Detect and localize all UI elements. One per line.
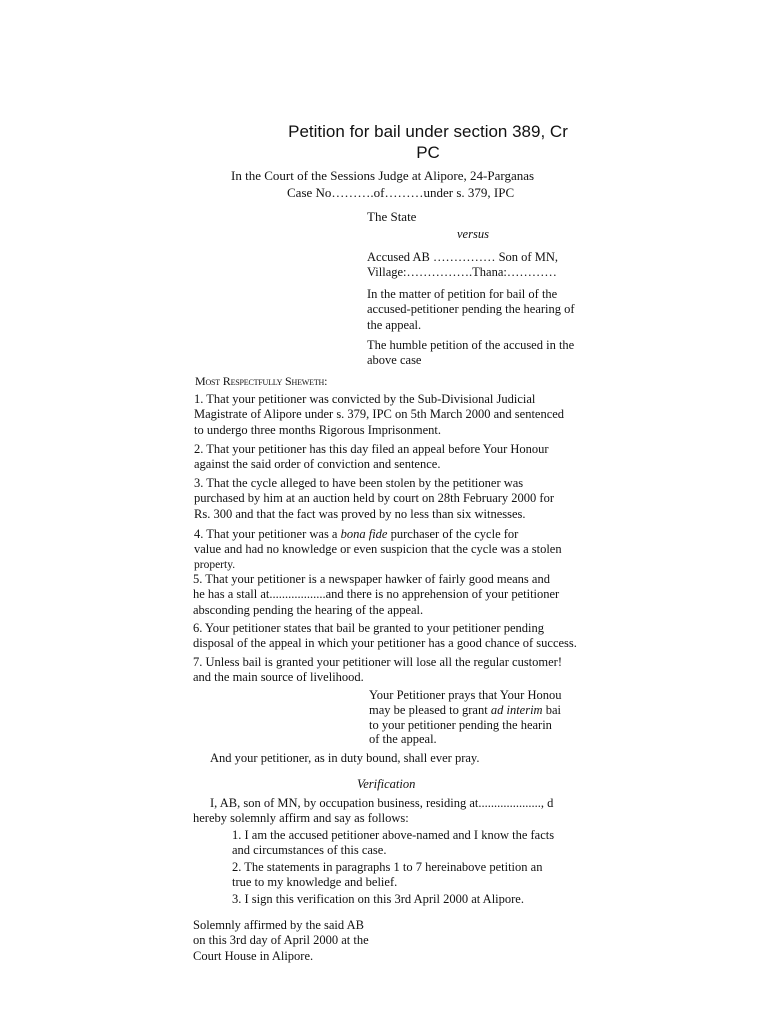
versus-label: versus: [457, 227, 489, 241]
verification-item-3: 3. I sign this verification on this 3rd April 2000 at Alipore.: [232, 892, 524, 906]
paragraph-line: 6. Your petitioner states that bail be granted to your petitioner pending: [193, 621, 544, 635]
verification-line: true to my knowledge and belief.: [232, 875, 398, 890]
prayer-text: may be pleased to grant: [369, 702, 491, 717]
verification-line: I, AB, son of MN, by occupation business, residing at...................., d: [210, 796, 554, 810]
verification-line: 1. I am the accused petitioner above-named and I know the facts: [232, 828, 555, 842]
matter-line: In the matter of petition for bail of the: [367, 287, 558, 301]
court-name: In the Court of the Sessions Judge at Alipore, 24-Parganas: [231, 168, 535, 183]
paragraph-text: purchaser of the cycle for: [387, 527, 519, 541]
paragraph-text: 4. That your petitioner was a: [194, 527, 341, 541]
paragraph-line: 5. That your petitioner is a newspaper hawker of fairly good means and: [193, 572, 550, 586]
paragraph-7: [193, 655, 562, 686]
party-state: The State: [367, 209, 417, 224]
paragraph-line: 7. Unless bail is granted your petitioner will lose all the regular customer!: [193, 655, 563, 669]
title-line-1: Petition for bail under section 389, Cr: [288, 122, 568, 141]
affirmation-line: Solemnly affirmed by the said AB: [193, 918, 364, 932]
verification-intro: [193, 796, 575, 827]
paragraph-line: 3. That the cycle alleged to have been stolen by the petitioner was: [194, 476, 524, 490]
prayer-line: to your petitioner pending the hearin: [369, 717, 552, 732]
case-number: Case No……….of………under s. 379, IPC: [287, 185, 515, 200]
sheweth-heading: Most Respectfully Sheweth:: [195, 374, 328, 388]
prayer-block: [369, 688, 577, 747]
emphasis-text: ad interim: [490, 702, 543, 717]
matter-line: accused-petitioner pending the hearing of: [367, 302, 575, 317]
paragraph-5: [193, 572, 559, 618]
paragraph-line: property.: [194, 558, 236, 571]
paragraph-1: [194, 392, 564, 438]
paragraph-line: [194, 527, 562, 542]
accused-line-1: Accused AB …………… Son of MN,: [367, 250, 558, 264]
verification-item-2: [232, 860, 577, 891]
paragraph-3: [194, 476, 554, 522]
humble-petition-block: [367, 338, 574, 369]
humble-line: above case: [367, 353, 422, 368]
document-title: [270, 121, 586, 163]
paragraph-line: absconding pending the hearing of the appeal.: [193, 602, 424, 617]
affirmation-line: Court House in Alipore.: [193, 948, 314, 963]
paragraph-line: to undergo three months Rigorous Imprisonment.: [194, 422, 441, 437]
prayer-line: of the appeal.: [369, 732, 437, 747]
affirmation-line: on this 3rd day of April 2000 at the: [193, 933, 369, 948]
paragraph-line: Magistrate of Alipore under s. 379, IPC on 5th March 2000 and sentenced: [194, 407, 565, 422]
matter-block: [367, 287, 575, 333]
paragraph-line: disposal of the appeal in which your petitioner has a good chance of success.: [193, 636, 577, 651]
paragraph-line: value and had no knowledge or even suspicion that the cycle was a stolen: [194, 542, 562, 557]
affirmation-block: [193, 918, 369, 964]
verification-heading: Verification: [357, 777, 416, 791]
prayer-line: Your Petitioner prays that Your Honou: [369, 688, 562, 702]
paragraph-4: [194, 527, 562, 573]
paragraph-line: 2. That your petitioner has this day filed an appeal before Your Honour: [194, 442, 549, 456]
paragraph-line: and the main source of livelihood.: [193, 670, 364, 685]
matter-line: the appeal.: [367, 317, 422, 332]
paragraph-line: 1. That your petitioner was convicted by the Sub-Divisional Judicial: [194, 392, 536, 406]
paragraph-2: [194, 442, 549, 473]
paragraph-6: [193, 621, 577, 652]
accused-line-2: Village:…………….Thana:…………: [367, 265, 557, 279]
emphasis-text: bona fide: [340, 527, 388, 541]
paragraph-line: he has a stall at..................and there is no apprehension of your petitioner: [193, 587, 560, 602]
prayer-text: bai: [542, 702, 561, 717]
paragraph-line: purchased by him at an auction held by court on 28th February 2000 for: [194, 491, 554, 506]
humble-line: The humble petition of the accused in the: [367, 338, 575, 352]
prayer-line: [369, 703, 577, 718]
verification-line: and circumstances of this case.: [232, 843, 387, 858]
duty-bound-line: And your petitioner, as in duty bound, shall ever pray.: [210, 751, 480, 765]
verification-item-1: [232, 828, 577, 859]
verification-line: hereby solemnly affirm and say as follows:: [193, 811, 409, 826]
title-line-2: PC: [416, 143, 440, 162]
paragraph-line: Rs. 300 and that the fact was proved by no less than six witnesses.: [194, 506, 526, 521]
verification-line: 2. The statements in paragraphs 1 to 7 hereinabove petition an: [232, 860, 543, 874]
paragraph-line: against the said order of conviction and sentence.: [194, 457, 441, 472]
